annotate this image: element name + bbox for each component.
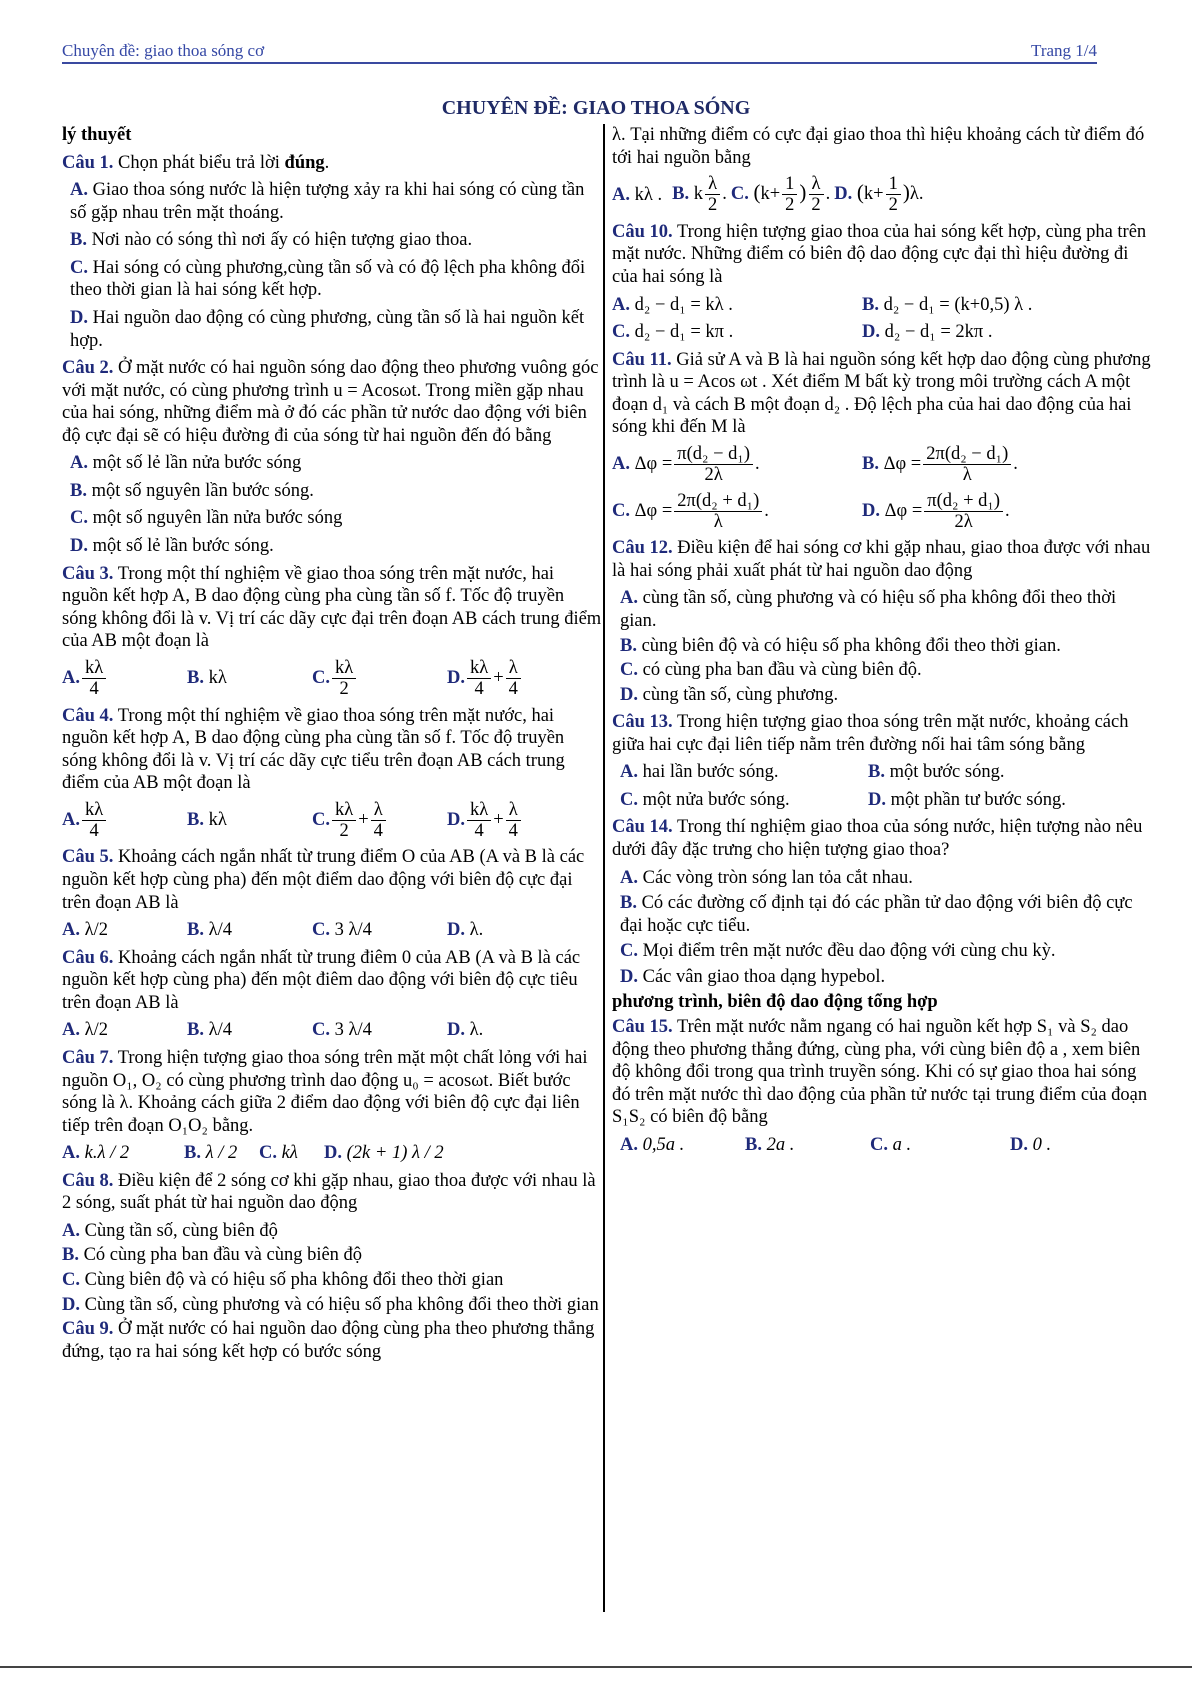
option-text: cùng tần số, cùng phương và có hiệu số pha không đổi theo thời gian.	[620, 588, 1117, 631]
option-letter: D.	[324, 1143, 342, 1164]
option-letter: D.	[447, 667, 465, 688]
option-letter: C.	[870, 1134, 888, 1155]
option-text: Δφ =	[634, 500, 673, 521]
option-a	[62, 919, 187, 942]
fraction-numerator: 2π(d₂ − d₁)	[923, 444, 1011, 465]
option-letter: C.	[312, 667, 330, 688]
option-text: λ.	[469, 1020, 484, 1041]
option-text: k.λ / 2	[84, 1143, 130, 1164]
page-header	[62, 40, 1097, 64]
question-number: Câu 7.	[62, 1047, 114, 1068]
footer-rule	[0, 1666, 1192, 1668]
option-b	[612, 635, 1157, 658]
option-d	[1010, 1134, 1051, 1157]
question-text: Điều kiện để 2 sóng cơ khi gặp nhau, giao thoa được với nhau là 2 sóng, suất phát từ hai nguồn dao động	[62, 1170, 596, 1214]
fraction-denominator: 2	[785, 195, 795, 216]
option-letter: B.	[187, 668, 204, 689]
option-letter: D.	[620, 966, 638, 987]
question-number: Câu 2.	[62, 358, 114, 379]
option-text: λ/4	[208, 1020, 232, 1041]
option-text: có cùng pha ban đầu và cùng biên độ.	[642, 660, 922, 681]
question-9-options	[612, 174, 1157, 216]
question-1	[62, 152, 602, 353]
fraction-numerator: kλ	[332, 800, 356, 821]
option-a	[620, 761, 868, 784]
header-topic: Chuyên đề: giao thoa sóng cơ	[62, 41, 265, 60]
fraction-numerator: kλ	[467, 800, 491, 821]
option-d: D. (k+ $\frac{1}{2}$ )λ.	[834, 174, 924, 216]
question-4	[62, 705, 602, 842]
option-letter: B.	[672, 184, 690, 205]
fraction-numerator: kλ	[82, 800, 106, 821]
question-number: Câu 13.	[612, 712, 673, 733]
option-text: 0 .	[1032, 1134, 1052, 1155]
fraction-numerator: π(d₂ + d₁)	[924, 491, 1003, 512]
option-text: một số lẻ lần bước sóng.	[92, 536, 274, 556]
question-text: Khoảng cách ngắn nhất từ trung điểm O của AB (A và B là các nguồn kết hợp cùng pha) đến một điểm dao động với biên độ cực đại trên đoạn AB là	[62, 847, 585, 913]
option-d	[447, 919, 483, 942]
option-b	[187, 667, 312, 690]
question-number: Câu 8.	[62, 1170, 114, 1191]
option-text: Δφ =	[883, 453, 922, 474]
options-row	[612, 761, 1157, 784]
option-letter: A.	[62, 920, 80, 941]
option-text: d₂ − d₁ = kπ .	[634, 322, 734, 343]
option-b	[62, 480, 602, 503]
option-text: kλ	[208, 810, 227, 831]
option-d	[862, 321, 992, 344]
question-number: Câu 15.	[612, 1016, 673, 1037]
fraction-denominator: 2λ	[954, 511, 973, 532]
section-heading: lý thuyết	[62, 125, 132, 145]
left-column	[62, 124, 602, 1368]
question-text: Ở mặt nước có hai nguồn dao động cùng pha theo phương thẳng đứng, tạo ra hai sóng kết hợp có bước sóng	[62, 1319, 595, 1362]
question-5	[62, 846, 602, 941]
option-text: Mọi điểm trên mặt nước đều dao động với cùng chu kỳ.	[642, 941, 1056, 962]
question-number: Câu 4.	[62, 705, 114, 726]
option-c	[870, 1134, 1010, 1157]
option-text: Hai sóng có cùng phương,cùng tần số và có độ lệch pha không đổi theo thời gian là hai sóng kết hợp.	[70, 257, 586, 301]
question-14	[612, 816, 1157, 988]
option-letter: B.	[862, 453, 879, 474]
question-number: Câu 10.	[612, 221, 673, 242]
fraction-numerator: λ	[506, 800, 521, 821]
right-column	[612, 124, 1157, 1161]
options-row	[62, 919, 602, 942]
option-text: Các vòng tròn sóng lan tỏa cắt nhau.	[642, 867, 913, 888]
column-divider	[603, 124, 605, 1612]
options-row	[612, 294, 1157, 317]
option-b: B. Δφ = $\frac{\text{2π(d₂ − d₁)}}{\lambda}$ .	[862, 443, 1018, 486]
fraction-numerator: kλ	[467, 658, 491, 679]
question-number: Câu 12.	[612, 538, 673, 559]
options-row	[62, 658, 602, 700]
fraction-numerator: λ	[506, 658, 521, 679]
option-text: 3 λ/4	[334, 1020, 372, 1041]
option-letter: D.	[447, 920, 465, 941]
option-letter: B.	[868, 762, 885, 783]
question-text: Trên mặt nước nằm ngang có hai nguồn kết hợp S₁ và S₂ dao động theo phương thẳng đứng, cùng pha, với cùng biên độ a , xem biên độ không đổi trong qua trình truyền sóng. Khi có sự giao thoa hai sóng đó trên mặt nước thì dao động của phần tử nước tại trung điểm của đoạn S₁S₂ có biên độ bằng	[612, 1016, 1148, 1128]
fraction-denominator: 4	[373, 821, 383, 842]
option-c	[312, 919, 447, 942]
option-b	[862, 294, 1032, 317]
option-letter: D.	[862, 322, 880, 343]
options-row	[612, 444, 1157, 486]
options-row	[612, 789, 1157, 812]
question-text: Chọn phát biểu trả lời	[118, 152, 285, 173]
option-letter: D.	[447, 1020, 465, 1041]
option-text: một nửa bước sóng.	[642, 789, 790, 810]
option-d	[447, 1019, 483, 1042]
option-text: d₂ − d₁ = (k+0,5) λ .	[883, 294, 1033, 315]
question-number: Câu 14.	[612, 817, 673, 838]
option-letter: C.	[62, 1270, 80, 1290]
fraction-numerator: 1	[782, 174, 797, 195]
option-text: k	[693, 184, 703, 205]
option-a	[62, 179, 602, 224]
fraction-numerator: λ	[809, 174, 824, 195]
option-letter: A.	[62, 1020, 80, 1041]
option-b	[612, 892, 1157, 937]
option-text: Cùng tần số, cùng phương và có hiệu số pha không đổi theo thời gian	[84, 1294, 599, 1315]
options-row	[612, 491, 1157, 533]
question-10	[612, 221, 1157, 344]
option-letter: A.	[620, 762, 638, 783]
option-b	[62, 229, 602, 252]
option-text: λ	[909, 184, 919, 205]
option-text: Có cùng pha ban đầu và cùng biên độ	[83, 1245, 363, 1266]
question-number: Câu 6.	[62, 947, 114, 968]
question-3	[62, 563, 602, 700]
option-c	[612, 321, 862, 344]
fraction-numerator: 1	[886, 174, 901, 195]
question-9	[62, 1318, 602, 1363]
option-a	[612, 587, 1157, 632]
option-letter: C.	[620, 941, 638, 962]
option-letter: D.	[862, 500, 880, 521]
question-9-continued: λ. Tại những điểm có cực đại giao thoa thì hiệu khoảng cách từ điểm đó tới hai nguồn bằng	[612, 125, 1145, 168]
option-a	[620, 1134, 745, 1157]
option-letter: A.	[612, 453, 630, 474]
question-number: Câu 5.	[62, 847, 114, 868]
question-7	[62, 1047, 602, 1165]
fraction-denominator: 2	[339, 679, 349, 700]
option-text: một số lẻ lần nửa bước sóng	[92, 453, 302, 474]
question-text: Trong thí nghiệm giao thoa của sóng nước, hiện tượng nào nêu dưới đây đặc trưng cho hiện tượng giao thoa?	[612, 817, 1143, 860]
option-c	[620, 789, 868, 812]
option-text: λ/2	[84, 920, 108, 941]
option-d	[324, 1142, 444, 1165]
fraction-numerator: λ	[705, 174, 720, 195]
question-end: .	[324, 152, 330, 173]
option-letter: B.	[187, 1020, 204, 1041]
option-letter: A.	[612, 294, 630, 315]
option-a	[62, 1019, 187, 1042]
option-c	[312, 1019, 447, 1042]
option-a	[62, 800, 187, 842]
option-text: Giao thoa sóng nước là hiện tượng xảy ra khi hai sóng có cùng tần số gặp nhau trên mặt thoáng.	[70, 180, 585, 223]
option-text: 2a .	[766, 1134, 795, 1155]
option-letter: C.	[259, 1143, 277, 1164]
option-a	[612, 867, 1157, 890]
fraction-denominator: 4	[508, 821, 518, 842]
option-letter: D.	[868, 789, 886, 810]
option-text: Δφ =	[884, 500, 923, 521]
option-text: a .	[892, 1134, 912, 1155]
option-c	[312, 800, 447, 842]
option-text: kλ	[208, 668, 227, 689]
option-letter: C.	[620, 789, 638, 810]
option-b	[187, 809, 312, 832]
option-letter: C.	[312, 920, 330, 941]
option-d	[447, 800, 523, 842]
option-c	[612, 659, 1157, 682]
question-15	[612, 1016, 1157, 1156]
option-letter: A.	[620, 588, 638, 609]
option-a	[62, 1142, 184, 1165]
option-letter: D.	[1010, 1134, 1028, 1155]
option-text: một số nguyên lần nửa bước sóng	[92, 508, 343, 529]
plus-sign: +	[493, 809, 504, 830]
option-letter: C.	[612, 322, 630, 343]
plus-sign: +	[493, 667, 504, 688]
option-b	[187, 1019, 312, 1042]
option-d	[447, 658, 523, 700]
option-letter: C.	[312, 809, 330, 830]
question-12	[612, 537, 1157, 706]
option-b	[745, 1134, 870, 1157]
option-text: một phần tư bước sóng.	[890, 789, 1066, 810]
option-a: A. Δφ = $\frac{\text{π(d₂ − d₁)}}{2\lambda}$ .	[612, 443, 760, 486]
option-text: (2k + 1) λ / 2	[346, 1143, 444, 1164]
question-text: Trong hiện tượng giao thoa của hai sóng kết hợp, cùng pha trên mặt nước. Những điểm có biên độ dao động cực đại thì hiệu đường đi của hai sóng là	[612, 221, 1147, 287]
option-text: kλ	[281, 1143, 298, 1164]
option-c	[62, 257, 602, 302]
question-text: Trong một thí nghiệm về giao thoa sóng trên mặt nước, hai nguồn kết hợp A, B dao động cùng pha cùng tần số f. Tốc độ truyền sóng không đổi là v. Vị trí các dãy cực tiểu trên đoạn AB cách trung điểm của AB một đoạn là	[62, 705, 565, 794]
option-d	[62, 307, 602, 352]
option-letter: A.	[70, 180, 88, 201]
question-number: Câu 9.	[62, 1319, 114, 1340]
option-a	[62, 1220, 602, 1243]
option-letter: B.	[184, 1143, 201, 1164]
option-letter: D.	[620, 684, 638, 705]
option-letter: D.	[834, 184, 853, 205]
option-letter: C.	[70, 257, 88, 278]
question-11	[612, 349, 1157, 533]
option-text: cùng biên độ và có hiệu số pha không đổi theo thời gian.	[641, 635, 1061, 656]
fraction-denominator: λ	[713, 511, 723, 532]
option-c	[62, 507, 602, 530]
question-text: Trong hiện tượng giao thoa sóng trên mặt nước, khoảng cách giữa hai cực đại liên tiếp nằm trên đường nối hai tâm sóng bằng	[612, 712, 1129, 755]
option-letter: B.	[187, 920, 204, 941]
option-text: một bước sóng.	[889, 762, 1005, 783]
option-letter: B.	[620, 893, 637, 914]
option-letter: A.	[62, 1220, 80, 1241]
question-emphasis: đúng	[284, 152, 325, 173]
option-letter: B.	[862, 294, 879, 315]
fraction-numerator: kλ	[82, 658, 106, 679]
option-d	[612, 684, 1157, 707]
question-8	[62, 1170, 602, 1316]
option-text: 0,5a .	[642, 1134, 685, 1155]
option-b	[868, 761, 1004, 784]
option-letter: B.	[745, 1134, 762, 1155]
fraction-denominator: 2	[811, 195, 821, 216]
fraction-denominator: 4	[508, 679, 518, 700]
fraction-denominator: 2	[339, 821, 349, 842]
option-c: C. (k+ $\frac{1}{2}$ ) $\frac{\lambda}{2}$ .	[730, 174, 831, 216]
question-text: Giả sử A và B là hai nguồn sóng kết hợp dao động cùng phương trình là u = Acos ωt . Xét điểm M bất kỳ trong môi trường cách A một đoạn d₁ và cách B một đoạn d₂ . Độ lệch pha của hai dao động của hai sóng khi đến M là	[612, 349, 1151, 438]
option-letter: B.	[70, 480, 87, 501]
question-text: Trong hiện tượng giao thoa sóng trên mặt một chất lỏng với hai nguồn O₁, O₂ có cùng phương trình dao động u₀ = acosωt. Biết bước sóng là λ. Khoảng cách giữa 2 điểm dao động với biên độ cực đại liên tiếp trên đoạn O₁O₂ bằng.	[62, 1047, 588, 1136]
option-letter: D.	[70, 536, 88, 556]
option-letter: C.	[620, 660, 638, 681]
question-text: Ở mặt nước có hai nguồn sóng dao động theo phương vuông góc với mặt nước, có cùng phương trình u = Acosωt. Trong miền gặp nhau của hai sóng, những điểm mà ở đó các phần tử nước dao động với biên độ cực đại sẽ có hiệu đường đi của sóng từ hai nguồn đến đó bằng	[62, 358, 599, 446]
option-b	[62, 1244, 602, 1267]
option-text: kλ .	[634, 184, 663, 205]
option-b	[184, 1142, 259, 1165]
option-d	[62, 535, 602, 558]
option-letter: B.	[62, 1245, 79, 1266]
option-letter: A.	[62, 1143, 80, 1164]
question-text: Khoảng cách ngắn nhất từ trung điêm 0 của AB (A và B là các nguồn kết hợp cùng pha) đến một điêm dao động với biên độ cực tiêu trên đoạn AB là	[62, 947, 581, 1013]
option-d: D. Δφ = $\frac{\text{π(d₂ + d₁)}}{2\lambda}$ .	[862, 490, 1010, 532]
option-text: λ/4	[208, 920, 232, 941]
option-letter: A.	[62, 667, 80, 688]
option-d	[62, 1294, 602, 1317]
fraction-denominator: 4	[474, 821, 484, 842]
question-6	[62, 947, 602, 1042]
option-b: B. k $\frac{\lambda}{2}$ .	[672, 174, 727, 216]
option-letter: A.	[62, 809, 80, 830]
question-number: Câu 1.	[62, 152, 114, 173]
option-letter: D.	[447, 809, 465, 830]
option-d	[868, 789, 1066, 812]
option-letter: D.	[70, 307, 88, 328]
option-letter: A.	[620, 1134, 638, 1155]
options-row	[612, 1134, 1157, 1157]
fraction-denominator: 4	[89, 821, 99, 842]
fraction-denominator: 2λ	[704, 465, 723, 486]
options-row	[612, 321, 1157, 344]
option-c: C. Δφ = $\frac{\text{2π(d₂ + d₁)}}{\lambda}$ .	[612, 490, 769, 532]
header-page-number: Trang 1/4	[1031, 41, 1097, 60]
option-a	[62, 658, 187, 700]
option-c	[612, 940, 1157, 963]
options-row	[62, 800, 602, 842]
option-letter: A.	[620, 867, 638, 888]
option-b	[187, 919, 312, 942]
section-heading: phương trình, biên độ dao động tổng hợp	[612, 992, 938, 1013]
option-text: d₂ − d₁ = 2kπ .	[884, 322, 993, 343]
option-letter: D.	[62, 1294, 80, 1315]
plus-sign: +	[358, 809, 369, 830]
option-letter: A.	[612, 184, 630, 205]
question-number: Câu 11.	[612, 349, 672, 370]
question-text: Điều kiện để hai sóng cơ khi gặp nhau, giao thoa được với nhau là hai sóng phải xuất phát từ hai nguồn dao động	[612, 538, 1151, 581]
option-text: d₂ − d₁ = kλ .	[634, 294, 733, 315]
option-letter: B.	[620, 635, 637, 656]
question-2	[62, 357, 602, 558]
option-letter: C.	[70, 508, 88, 529]
option-letter: C.	[612, 500, 630, 521]
page-title: CHUYÊN ĐỀ: GIAO THOA SÓNG	[441, 97, 751, 119]
option-text: hai lần bước sóng.	[642, 762, 779, 783]
question-number: Câu 3.	[62, 563, 114, 584]
option-a	[612, 294, 862, 317]
option-letter: A.	[70, 453, 88, 474]
option-text: Δφ =	[634, 453, 673, 474]
option-text: Cùng tần số, cùng biên độ	[84, 1220, 278, 1241]
fraction-denominator: 2	[707, 195, 718, 216]
fraction-numerator: π(d₂ − d₁)	[674, 444, 753, 465]
option-text: λ / 2	[205, 1143, 238, 1164]
options-row	[62, 1142, 602, 1165]
option-text: k	[863, 184, 874, 205]
option-c	[62, 1269, 602, 1292]
option-text: Nơi nào có sóng thì nơi ấy có hiện tượng giao thoa.	[91, 230, 473, 251]
option-letter: B.	[187, 810, 204, 831]
fraction-numerator: λ	[371, 800, 386, 821]
option-text: Có các đường cố định tại đó các phần tử dao động với biên độ cực đại hoặc cực tiểu.	[620, 893, 1133, 936]
question-text: Trong một thí nghiệm về giao thoa sóng trên mặt nước, hai nguồn kết hợp A, B dao động cùng pha cùng tần số f. Tốc độ truyền sóng không đổi là v. Vị trí các dãy cực đại trên đoạn AB cách trung điểm của AB một đoạn là	[62, 563, 602, 652]
option-text: k	[760, 184, 770, 205]
options-row	[62, 1019, 602, 1042]
option-text: 3 λ/4	[334, 920, 372, 941]
question-13	[612, 711, 1157, 811]
option-a	[62, 452, 602, 475]
fraction-denominator: 4	[89, 679, 99, 700]
option-text: Các vân giao thoa dạng hypebol.	[642, 966, 886, 987]
option-text: một số nguyên lần bước sóng.	[91, 480, 314, 501]
option-text: cùng tần số, cùng phương.	[642, 684, 839, 705]
fraction-denominator: 4	[474, 679, 484, 700]
option-a	[612, 184, 662, 207]
option-d	[612, 966, 1157, 989]
option-letter: C.	[312, 1020, 330, 1041]
fraction-denominator: 2	[888, 195, 898, 216]
fraction-numerator: kλ	[332, 658, 356, 679]
fraction-numerator: 2π(d₂ + d₁)	[674, 491, 762, 512]
option-c	[259, 1142, 324, 1165]
option-letter: C.	[730, 184, 749, 205]
option-text: λ/2	[84, 1020, 108, 1041]
fraction-denominator: λ	[962, 465, 972, 486]
option-letter: B.	[70, 230, 87, 251]
option-c	[312, 658, 447, 700]
option-text: Cùng biên độ và có hiệu số pha không đổi theo thời gian	[84, 1270, 504, 1290]
option-text: λ.	[469, 920, 484, 941]
option-text: Hai nguồn dao động có cùng phương, cùng tần số là hai nguồn kết hợp.	[70, 307, 585, 351]
